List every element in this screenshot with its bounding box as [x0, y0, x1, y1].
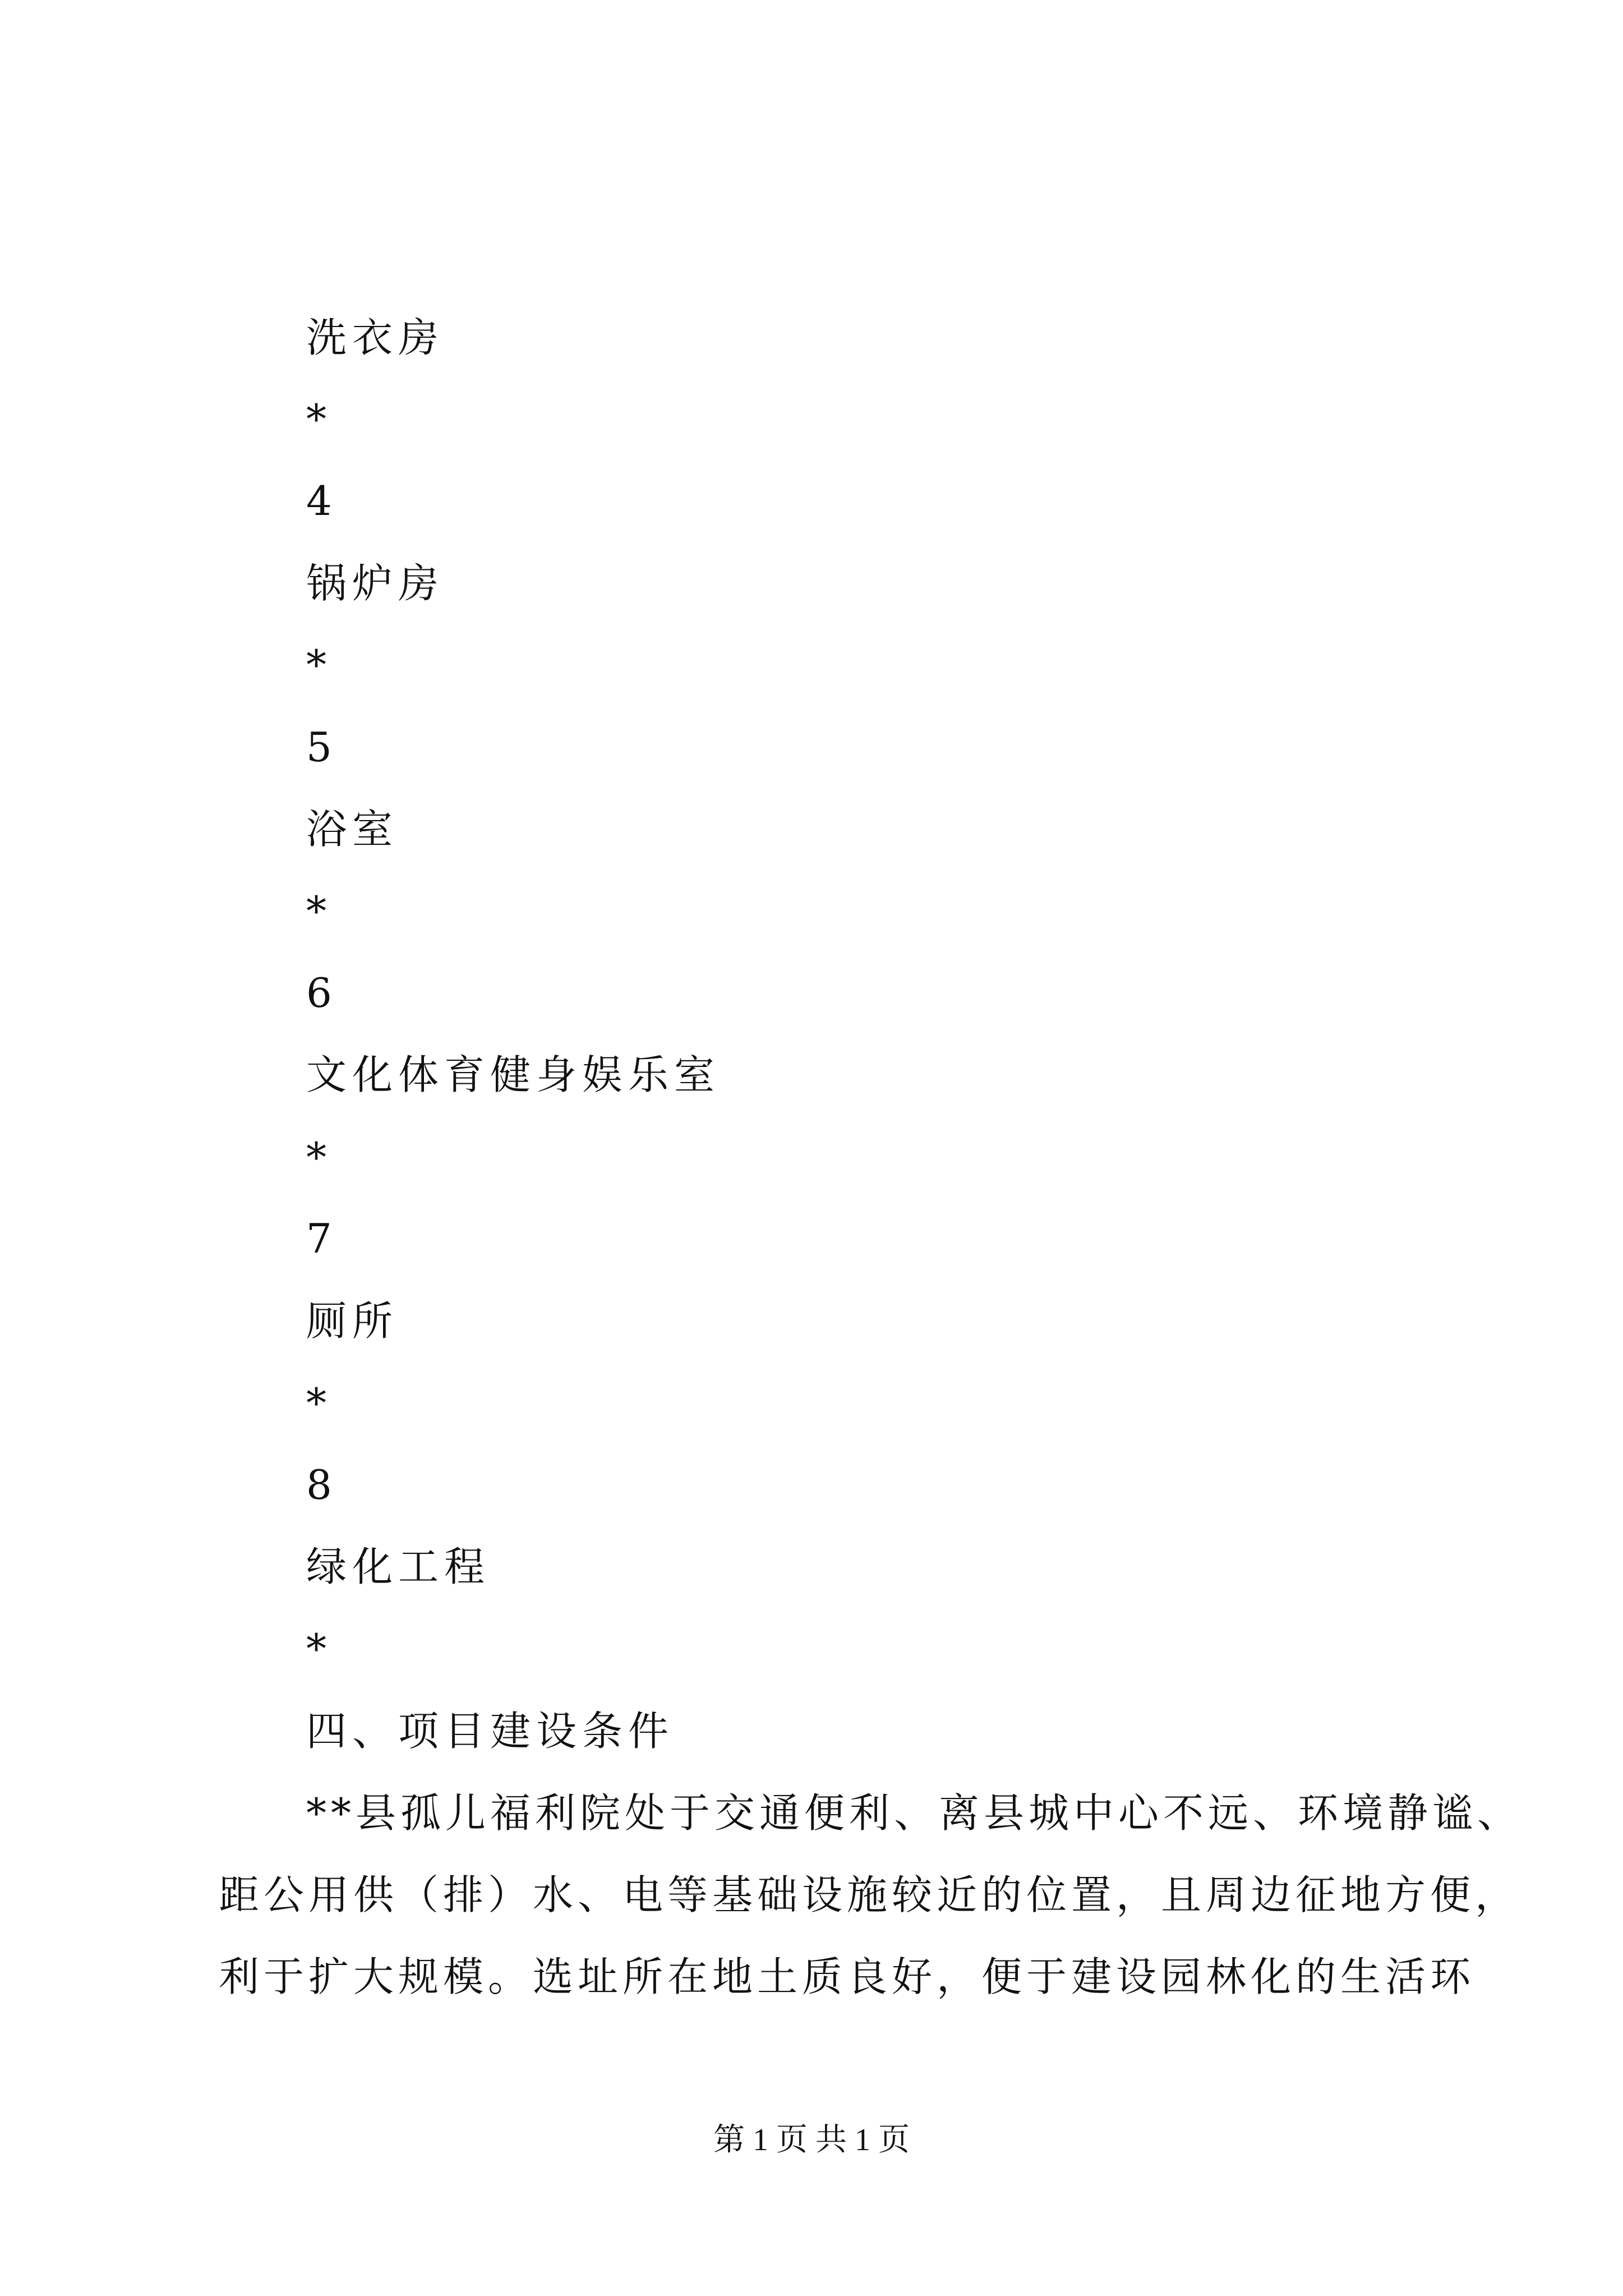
list-item-number: 7: [306, 1215, 338, 1262]
list-item-number: 5: [306, 724, 338, 771]
list-item-fitness-room: 文化体育健身娱乐室: [306, 1051, 721, 1098]
list-item-asterisk: *: [306, 641, 332, 688]
list-item-greening: 绿化工程: [306, 1543, 491, 1590]
list-item-laundry: 洗衣房: [306, 314, 445, 361]
body-paragraph: [219, 1772, 1523, 2018]
list-item-asterisk: *: [306, 887, 332, 935]
list-item-asterisk: *: [306, 1134, 332, 1181]
paragraph-line: **县孤儿福利院处于交通便利、离县城中心不远、环境静谧、: [306, 1789, 1523, 1837]
page-footer: 第 1 页 共 1 页: [713, 2123, 910, 2157]
list-item-toilet: 厕所: [306, 1297, 399, 1345]
paragraph-line: 利于扩大规模。选址所在地土质良好，便于建设园林化的生活环: [219, 1953, 1476, 2000]
list-item-asterisk: *: [306, 1379, 332, 1427]
list-item-asterisk: *: [306, 395, 332, 443]
list-item-number: 8: [306, 1461, 338, 1508]
section-heading: 四、项目建设条件: [306, 1708, 675, 1755]
list-item-boiler-room: 锅炉房: [306, 560, 445, 607]
list-item-bathroom: 浴室: [306, 806, 399, 853]
paragraph-line: 距公用供（排）水、电等基础设施较近的位置，且周边征地方便，: [219, 1871, 1520, 1918]
list-item-number: 4: [306, 477, 338, 524]
list-item-asterisk: *: [306, 1625, 332, 1672]
list-item-number: 6: [306, 969, 338, 1016]
